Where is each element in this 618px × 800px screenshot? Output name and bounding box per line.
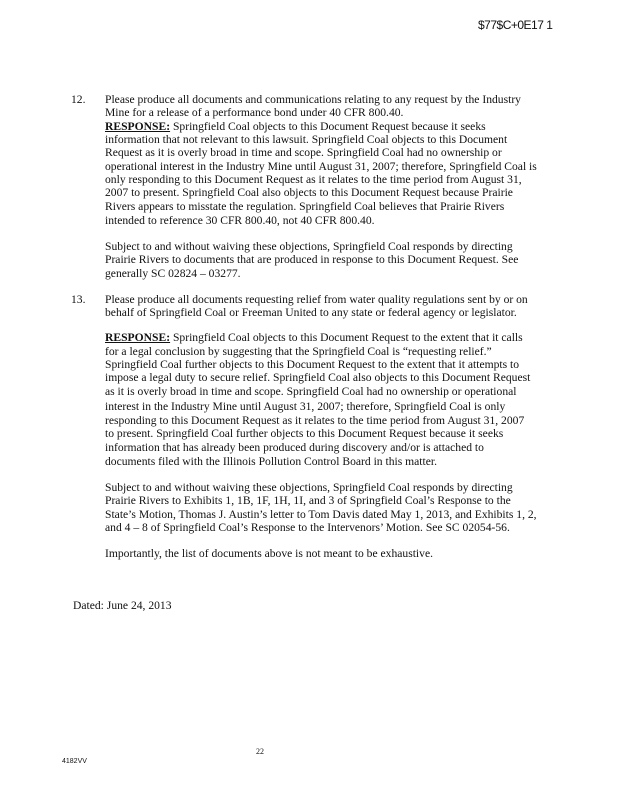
response-text: Springfield Coal objects to this Document Request to the extent that it calls bbox=[170, 331, 523, 344]
response-line: information that not relevant to this lawsuit. Springfield Coal objects to this Document bbox=[105, 133, 508, 146]
response-line: Request as it is overly broad in time and scope. Springfield Coal had no ownership or bbox=[105, 146, 502, 159]
request-line: Please produce all documents and communications relating to any request by the Industry bbox=[105, 93, 521, 106]
followup-line: Subject to and without waiving these objections, Springfield Coal responds by directing bbox=[105, 240, 513, 253]
document-header-code: $77$C+0E17 1 bbox=[478, 18, 553, 32]
response-line: intended to reference 30 CFR 800.40, not 40 CFR 800.40. bbox=[105, 214, 375, 227]
response-label: RESPONSE: bbox=[105, 120, 171, 133]
response-line: as it is overly broad in time and scope. Springfield Coal had no ownership or operational bbox=[105, 385, 517, 398]
response-line: to present. Springfield Coal further objects to this Document Request because it seeks bbox=[105, 427, 504, 440]
closing-statement: Importantly, the list of documents above is not meant to be exhaustive. bbox=[105, 547, 433, 560]
response-line: only responding to this Document Request as it relates to the time period from August 31, bbox=[105, 173, 522, 186]
response-line: Rivers appears to misstate the regulation. Springfield Coal believes that Prairie Rivers bbox=[105, 200, 505, 213]
response-line: responding to this Document Request as it relates to the time period from August 31, 2007 bbox=[105, 414, 525, 427]
followup-line: State’s Motion, Thomas J. Austin’s letter to Tom Davis dated May 1, 2013, and Exhibits 1, 2, bbox=[105, 508, 537, 521]
footer-code: 4182VV bbox=[62, 758, 87, 765]
response-line bbox=[105, 120, 486, 133]
dated-line: Dated: June 24, 2013 bbox=[73, 599, 172, 612]
response-text: Springfield Coal objects to this Document Request because it seeks bbox=[170, 120, 486, 133]
response-line: for a legal conclusion by suggesting that the Springfield Coal is “requesting relief.” bbox=[105, 345, 492, 358]
followup-line: Prairie Rivers to Exhibits 1, 1B, 1F, 1H, 1I, and 3 of Springfield Coal’s Response to the bbox=[105, 494, 511, 507]
request-line: Mine for a release of a performance bond under 40 CFR 800.40. bbox=[105, 106, 404, 119]
followup-line: and 4 – 8 of Springfield Coal’s Response to the Intervenors’ Motion. See SC 02054-56. bbox=[105, 521, 510, 534]
response-line: documents filed with the Illinois Pollution Control Board in this matter. bbox=[105, 455, 438, 468]
followup-line: Subject to and without waiving these objections, Springfield Coal responds by directing bbox=[105, 481, 513, 494]
response-line: 2007 to present. Springfield Coal also objects to this Document Request because Prairie bbox=[105, 186, 513, 199]
response-line: Springfield Coal further objects to this Document Request to the extent that it attempts to bbox=[105, 358, 520, 371]
response-line: interest in the Industry Mine until August 31, 2007; therefore, Springfield Coal is only bbox=[105, 400, 506, 413]
followup-line: Prairie Rivers to documents that are produced in response to this Document Request. See bbox=[105, 253, 519, 266]
response-line: information that has already been produced during discovery and/or is attached to bbox=[105, 441, 484, 454]
response-line bbox=[105, 331, 523, 344]
item-number: 13. bbox=[71, 293, 86, 306]
item-number: 12. bbox=[71, 93, 86, 106]
response-line: operational interest in the Industry Mine until August 31, 2007; therefore, Springfield Coal is bbox=[105, 160, 537, 173]
request-line: behalf of Springfield Coal or Freeman United to any state or federal agency or legislator. bbox=[105, 306, 517, 319]
request-line: Please produce all documents requesting relief from water quality regulations sent by or on bbox=[105, 293, 528, 306]
followup-line: generally SC 02824 – 03277. bbox=[105, 267, 241, 280]
page-number: 22 bbox=[256, 747, 264, 756]
response-label: RESPONSE: bbox=[105, 331, 171, 344]
response-line: impose a legal duty to secure relief. Springfield Coal also objects to this Document Request bbox=[105, 371, 531, 384]
